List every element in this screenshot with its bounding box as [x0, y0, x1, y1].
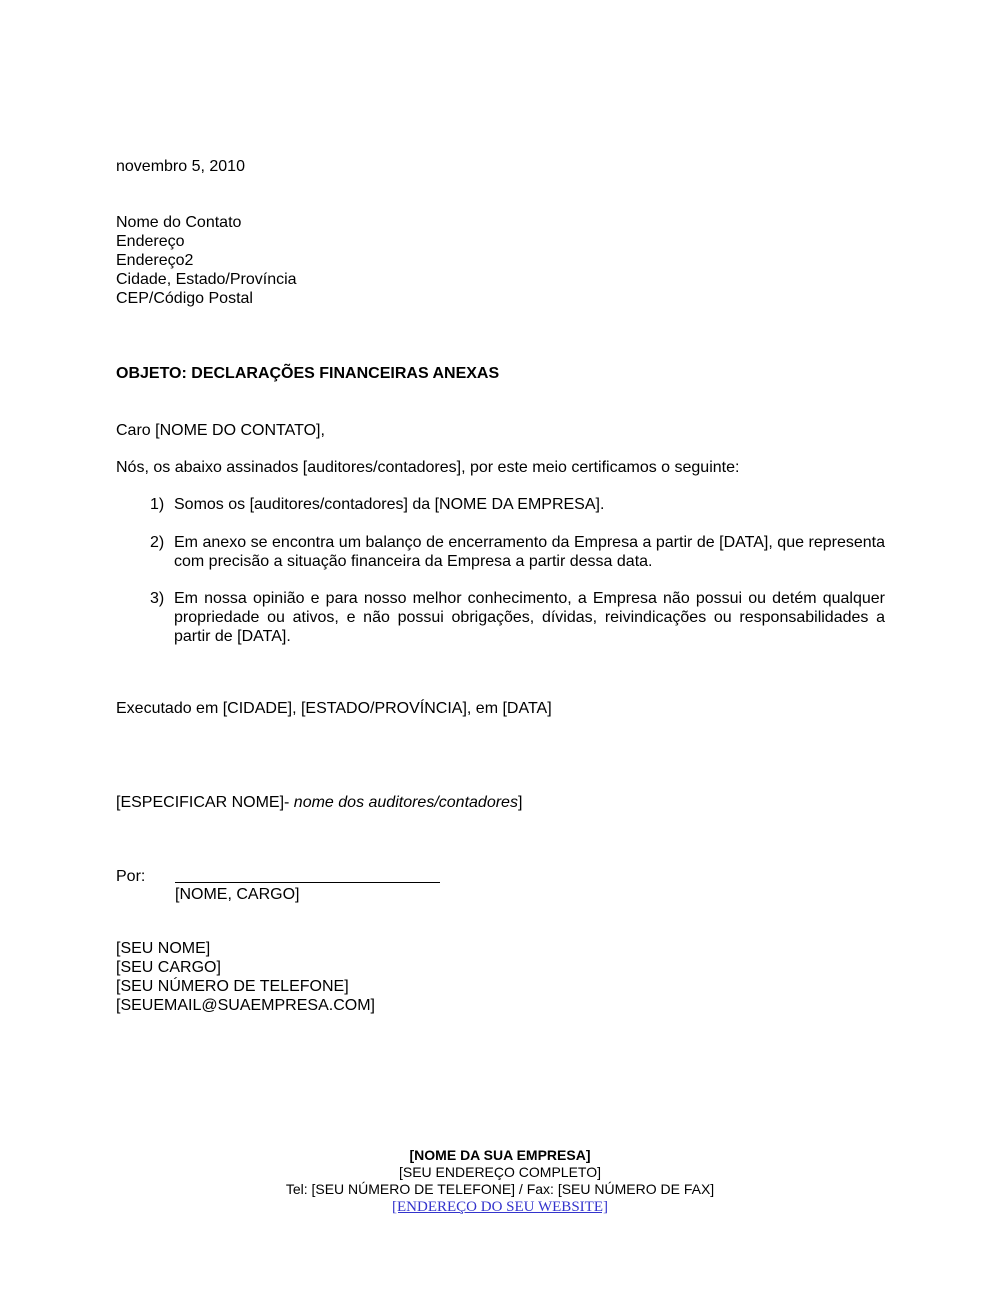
- list-item-text: Em anexo se encontra um balanço de encerramento da Empresa a partir de [DATA], que representa com precisão a situação financeira da Empresa a partir dessa data.: [174, 534, 885, 570]
- sender-title: [SEU CARGO]: [116, 959, 221, 976]
- letter-footer: [0, 1147, 1000, 1216]
- footer-contact: Tel: [SEU NÚMERO DE TELEFONE] / Fax: [SEU NÚMERO DE FAX]: [285, 1181, 715, 1197]
- sender-email: [SEUEMAIL@SUAEMPRESA.COM]: [116, 997, 375, 1014]
- footer-address: [SEU ENDEREÇO COMPLETO]: [398, 1164, 601, 1180]
- signature-line: [175, 882, 440, 883]
- letter-subject: OBJETO: DECLARAÇÕES FINANCEIRAS ANEXAS: [116, 365, 500, 382]
- list-item: [150, 495, 885, 514]
- recipient-address-line1: Endereço: [116, 233, 185, 250]
- list-item-text: Somos os [auditores/contadores] da [NOME DA EMPRESA].: [174, 496, 605, 513]
- executed-statement: Executado em [CIDADE], [ESTADO/PROVÍNCIA], em [DATA]: [116, 700, 552, 717]
- specify-name-hint: nome dos auditores/contadores: [293, 794, 518, 811]
- list-item: [150, 589, 885, 646]
- specify-name-end: ]: [517, 794, 523, 811]
- specify-name-line: [116, 793, 522, 812]
- specify-name-placeholder: [ESPECIFICAR NOME]-: [116, 794, 294, 811]
- recipient-address: [116, 213, 297, 308]
- footer-company-name: [NOME DA SUA EMPRESA]: [409, 1147, 591, 1163]
- sender-phone: [SEU NÚMERO DE TELEFONE]: [116, 978, 349, 995]
- sender-name: [SEU NOME]: [116, 940, 211, 957]
- list-item-text: Em nossa opinião e para nosso melhor conhecimento, a Empresa não possui ou detém qualquer propriedade ou ativos, e não possui obrigações, dívidas, reivindicações ou responsabilidades a partir de [DATA].: [174, 590, 885, 645]
- footer-website-link[interactable]: [ENDEREÇO DO SEU WEBSITE]: [392, 1199, 608, 1215]
- recipient-address-line2: Endereço2: [116, 252, 194, 269]
- list-item-number: 2): [150, 534, 165, 551]
- list-item: [150, 533, 885, 571]
- list-item-number: 1): [150, 496, 165, 513]
- list-item-number: 3): [150, 590, 165, 607]
- signature-name: [NOME, CARGO]: [175, 886, 300, 903]
- letter-date: novembro 5, 2010: [116, 158, 245, 175]
- by-label: Por:: [116, 868, 146, 885]
- letter-greeting: Caro [NOME DO CONTATO],: [116, 422, 325, 439]
- recipient-postal-code: CEP/Código Postal: [116, 290, 253, 307]
- recipient-name: Nome do Contato: [116, 214, 242, 231]
- sender-block: [116, 939, 375, 1015]
- recipient-city-state: Cidade, Estado/Província: [116, 271, 297, 288]
- letter-intro: Nós, os abaixo assinados [auditores/contadores], por este meio certificamos o seguinte:: [116, 459, 740, 476]
